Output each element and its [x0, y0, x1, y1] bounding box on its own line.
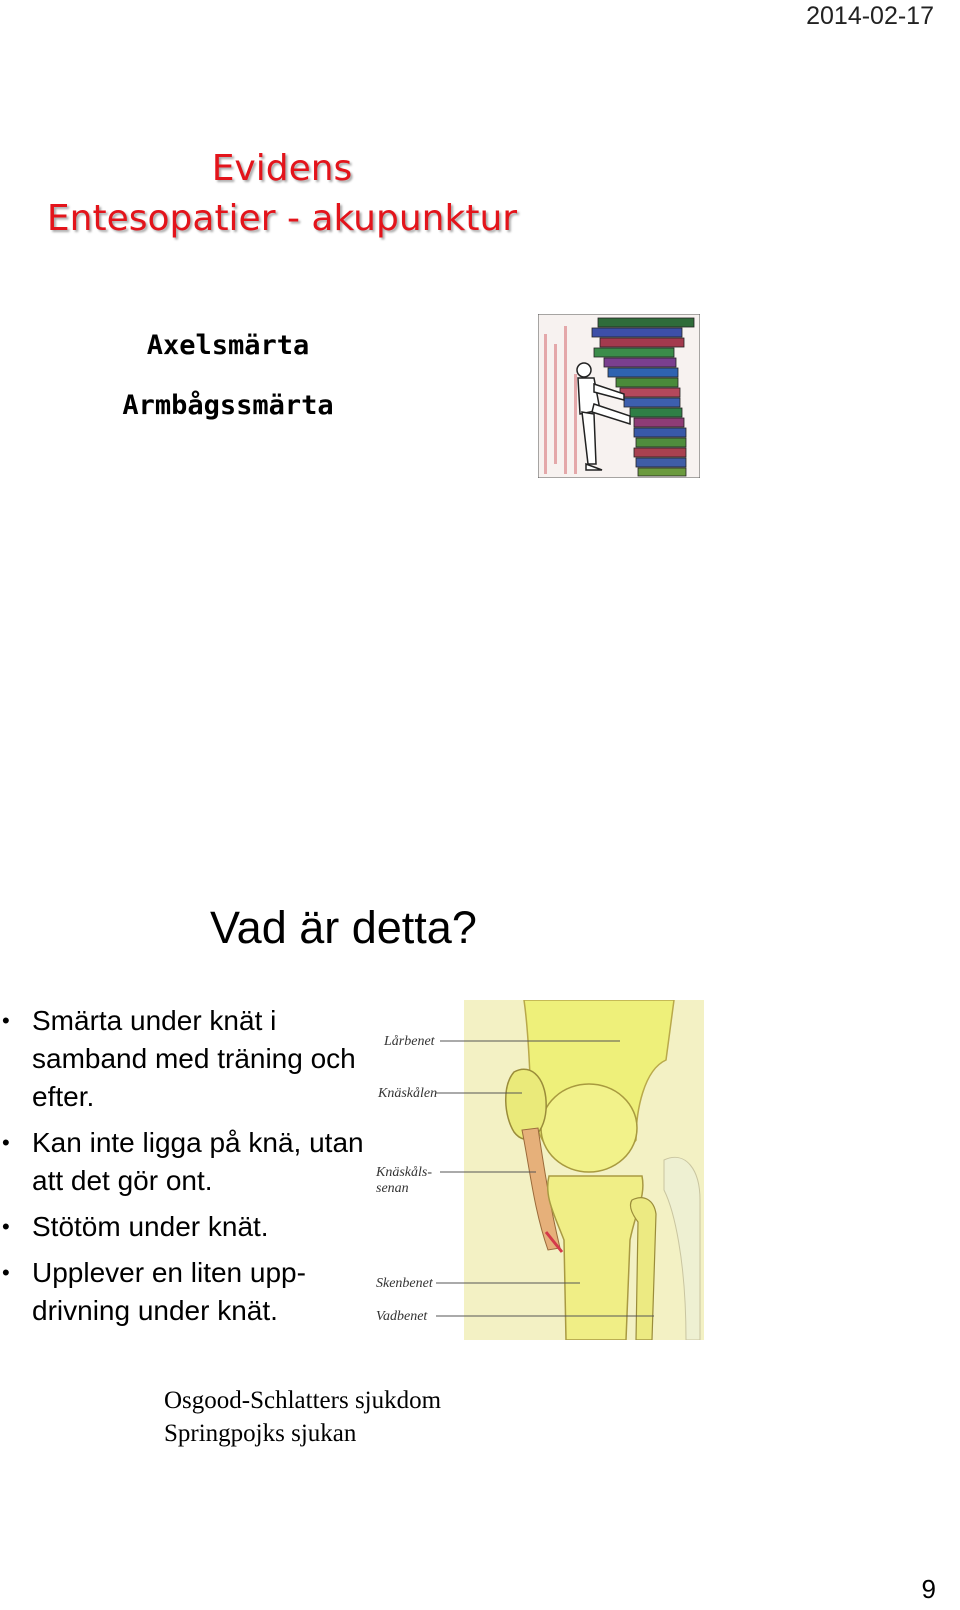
- knee-anatomy-illustration: [374, 1000, 704, 1340]
- list-item: • Upplever en liten upp-drivning under knät.: [2, 1257, 306, 1326]
- list-item: • Smärta under knät i samband med träning och efter.: [2, 1005, 356, 1112]
- slide1-item-axelsmarta: Axelsmärta: [146, 330, 310, 361]
- slide-date: 2014-02-17: [806, 2, 934, 30]
- caption-line1: Osgood-Schlatters sjukdom: [164, 1387, 442, 1414]
- list-item-text: Stötöm under knät.: [32, 1211, 269, 1242]
- slide1-title-line1: Evidens: [211, 148, 353, 189]
- list-item-text: Kan inte ligga på knä, utan att det gör ont.: [32, 1127, 364, 1196]
- list-item: • Kan inte ligga på knä, utan att det gör ont.: [2, 1127, 364, 1196]
- label-larbenet: Lårbenet: [384, 1034, 435, 1049]
- label-knaskalen: Knäskålen: [378, 1086, 438, 1101]
- slide1-item-armbagssmarta: Armbågssmärta: [122, 390, 334, 421]
- slide2-heading: Vad är detta?: [210, 902, 477, 953]
- symptom-list: [0, 1002, 372, 1338]
- list-item-text: Smärta under knät i samband med träning och efter.: [32, 1005, 356, 1112]
- caption-line2: Springpojks sjukan: [164, 1420, 357, 1447]
- label-knaskalssenan-2: senan: [376, 1181, 409, 1196]
- list-item-text: Upplever en liten upp-drivning under knät.: [32, 1257, 306, 1326]
- book-stack-climber-illustration: [538, 314, 700, 478]
- page-number: 9: [921, 1574, 936, 1604]
- label-vadbenet: Vadbenet: [376, 1309, 428, 1324]
- slide1-title: [22, 144, 542, 244]
- label-knaskalssenan-1: Knäskåls-: [376, 1165, 432, 1180]
- list-item: • Stötöm under knät.: [2, 1211, 269, 1242]
- label-skenbenet: Skenbenet: [376, 1276, 433, 1291]
- diagnosis-caption: [164, 1384, 441, 1450]
- slide1-title-line2: Entesopatier - akupunktur: [46, 198, 518, 239]
